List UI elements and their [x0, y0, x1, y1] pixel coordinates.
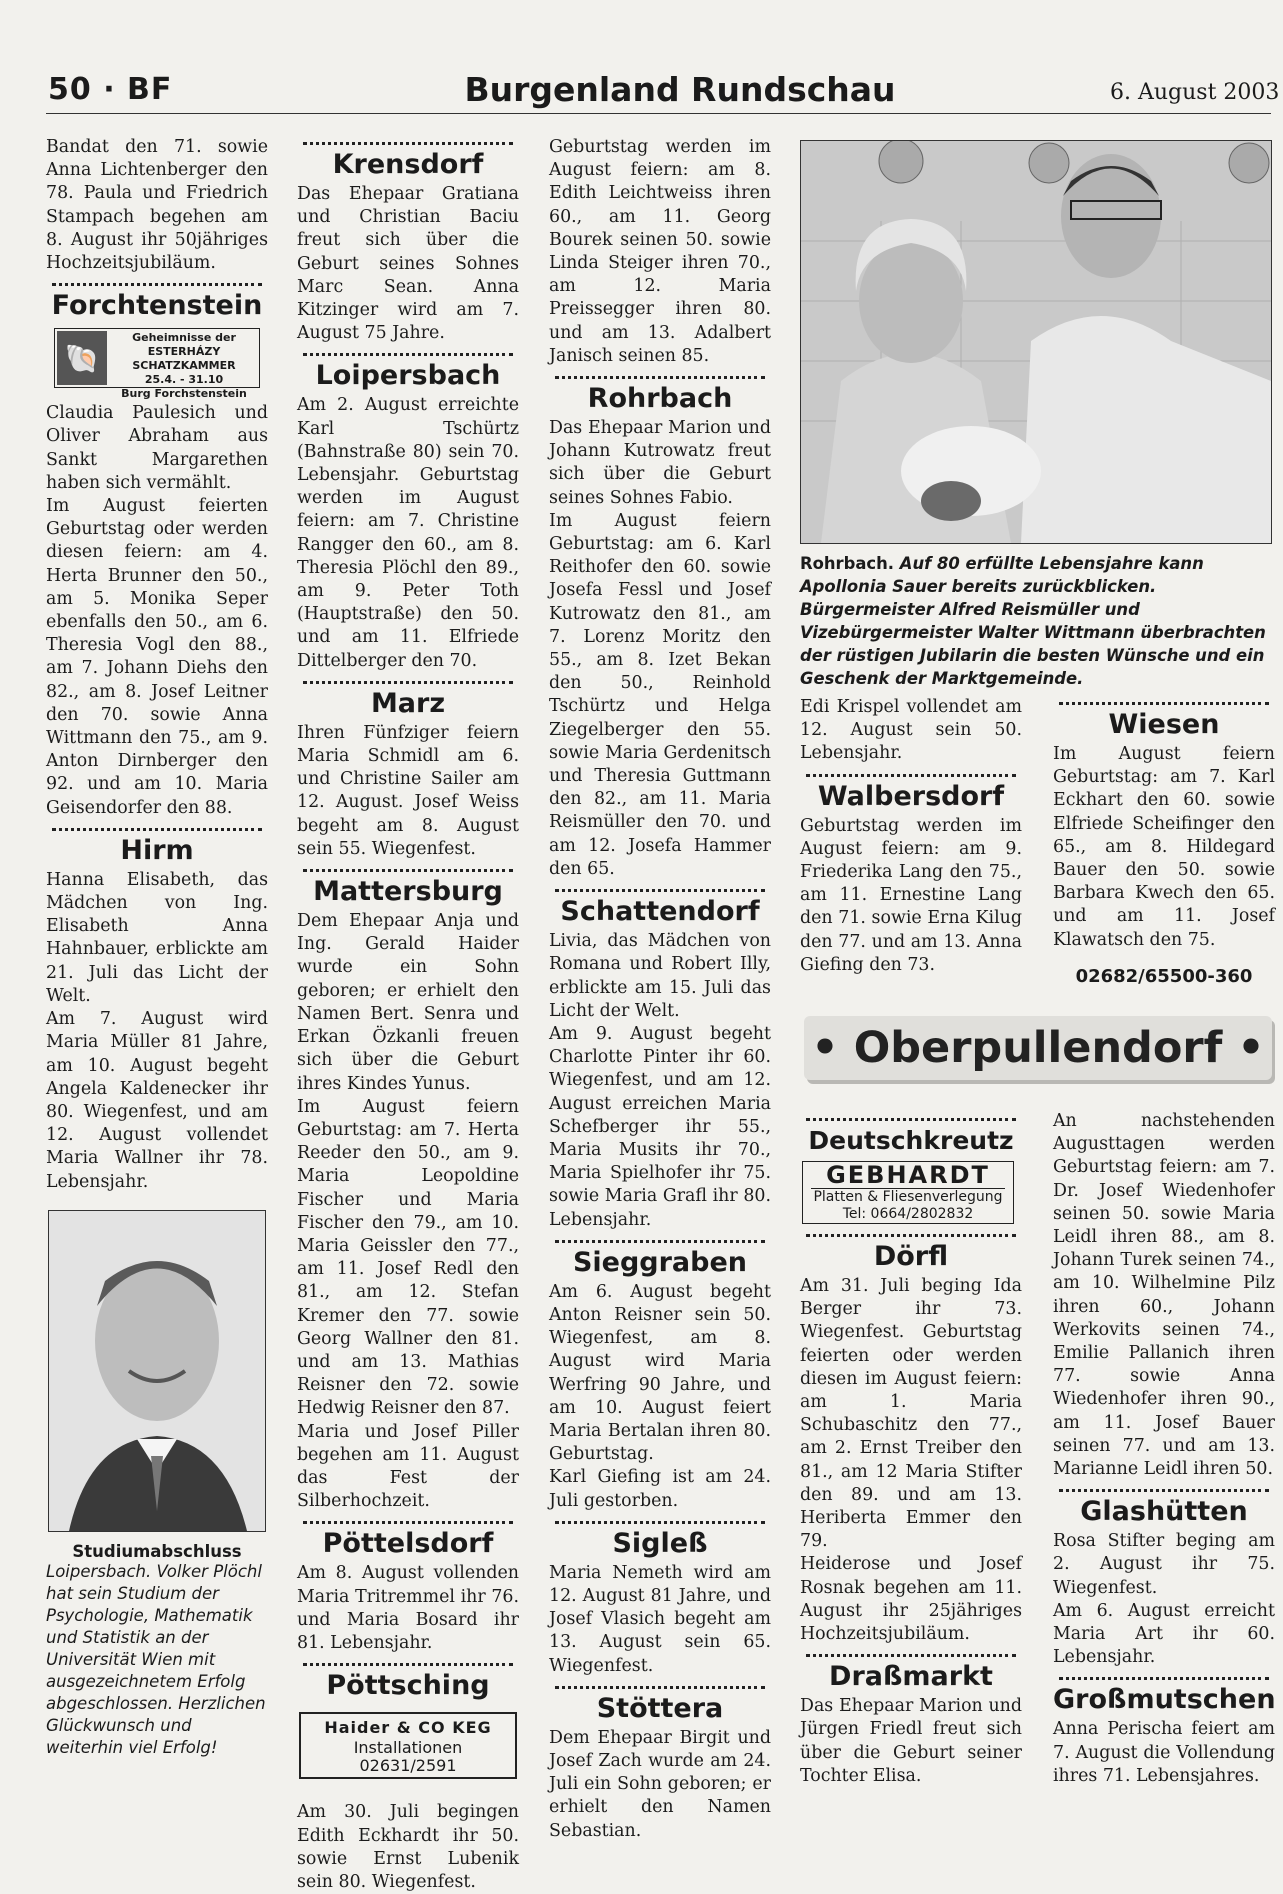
schatzkammer-ad: [54, 328, 260, 401]
article-text: Am 2. August erreichte Karl Tschürtz (Bahnstraße 80) sein 70. Lebensjahr. Geburtstag werden im August feiern: am 7. Christine Rangger den 60., am 8. Theresia Plöchl den 89., am 9. Peter Toth (Hauptstraße) den 50. und am 11. Elfriede Dittelberger den 70.: [297, 395, 519, 671]
gebhardt-ad: [802, 1161, 1014, 1224]
separator: [806, 774, 1016, 777]
article-text: Dem Ehepaar Anja und Ing. Gerald Haider wurde ein Sohn geboren; er erhielt den Namen Bert. Senra und Erkan Özkanli freuen sich über die Geburt ihres Kindes Yunus.: [297, 911, 519, 1094]
section-heading: Glashütten: [1080, 1496, 1248, 1528]
article-text: Am 31. Juli beging Ida Berger ihr 73. Wiegenfest. Geburtstag feierten oder werden diesen im August feiern: am 1. Maria Schubaschitz den 77., am 2. Ernst Treiber den 81., am 12 Maria Stifter den 89. und am 13. Heriberta Emmer den 79.: [800, 1276, 1022, 1552]
phone-number: 02682/65500-360: [1075, 965, 1253, 987]
separator: [303, 1663, 513, 1666]
article-text: Am 6. August begeht Anton Reisner sein 50. Wiegenfest, am 8. August wird Maria Werfring 90 Jahre, und am 10. August feiert Maria Bertalan ihren 80. Geburtstag.: [549, 1281, 771, 1465]
ad-line: Burg Forchstenstein: [121, 387, 247, 401]
ad-service: Platten & Fliesenverlegung: [813, 1189, 1003, 1205]
separator: [806, 1118, 1016, 1121]
haider-ad: [299, 1712, 517, 1779]
article-text: Das Ehepaar Marion und Johann Kutrowatz freut sich über die Geburt seines Sohnes Fabio.: [549, 418, 771, 508]
column-3: [549, 136, 771, 1843]
separator: [555, 1521, 765, 1524]
section-heading: Draßmarkt: [829, 1661, 993, 1693]
article-text: Am 7. August wird Maria Müller 81 Jahre, am 10. August begeht Angela Kaldenecker ihr 80. Wiegenfest, und am 12. August vollendet Maria Wallner ihr 78. Lebensjahr.: [46, 1009, 268, 1192]
column-5: [1053, 696, 1275, 987]
section-heading: Krensdorf: [332, 149, 484, 180]
separator: [555, 376, 765, 379]
section-heading: Großmutschen: [1053, 1684, 1276, 1716]
column-5-lower: [1053, 1110, 1275, 1788]
caption-lead: Rohrbach.: [800, 554, 895, 573]
article-text: Am 6. August erreicht Maria Art ihr 60. Lebensjahr.: [1053, 1600, 1275, 1668]
section-heading: Mattersburg: [313, 876, 503, 908]
separator: [555, 1240, 765, 1243]
article-text: Am 8. August vollenden Maria Tritremmel ihr 76. und Maria Bosard ihr 81. Lebensjahr.: [297, 1563, 519, 1653]
article-text: Ihren Fünfziger feiern Maria Schmidl am 6. und Christine Sailer am 12. August. Josef Weiss begeht am 8. August sein 55. Wiegenfest.: [297, 722, 519, 859]
ad-phone: 02631/2591: [359, 1756, 457, 1776]
section-heading: Stöttera: [596, 1692, 724, 1724]
issue-date: 6. August 2003: [1110, 80, 1280, 105]
article-text: Livia, das Mädchen von Romana und Robert Illy, erblickte am 15. Juli das Licht der Welt.: [549, 931, 771, 1021]
section-heading: Deutschkreutz: [808, 1126, 1014, 1155]
region-banner: • Oberpullendorf •: [804, 1016, 1272, 1080]
section-heading: Dörfl: [873, 1241, 949, 1272]
column-4-lower: [800, 1110, 1022, 1788]
article-text: Edi Krispel vollendet am 12. August sein 50. Lebensjahr.: [800, 697, 1022, 764]
separator: [303, 142, 513, 145]
article-text: Maria und Josef Piller begehen am 11. August das Fest der Silberhochzeit.: [297, 1421, 519, 1512]
section-heading: Marz: [370, 687, 446, 719]
caption-text: Auf 80 erfüllte Lebensjahre kann Apollonia Sauer bereits zurückblicken. Bürgermeister Alfred Reismüller und Vizebürgermeister Walter Wittmann überbrachten der rüstigen Jubilarin die besten Wünsche und ein Geschenk der Marktgemeinde.: [800, 554, 1266, 688]
caption-heading: Studiumabschluss: [72, 1541, 242, 1561]
article-text: Am 9. August begeht Charlotte Pinter ihr 60. Wiegenfest, und am 12. August erreichen Maria Schefberger ihr 55., Maria Musits ihr 70., Maria Spielhofer ihr 75. sowie Maria Grafl ihr 80. Lebensjahr.: [549, 1023, 771, 1230]
portrait-illustration: [49, 1211, 266, 1531]
article-text: Im August feiern Geburtstag: am 7. Herta Reeder den 50., am 9. Maria Leopoldine Fischer und Maria Fischer den 79., am 10. Maria Geissler den 77., am 11. Josef Redl den 81., am 12. Stefan Kremer den 77. sowie Georg Wallner den 81. und am 13. Mathias Reisner den 72. sowie Hedwig Reisner den 87.: [297, 1096, 519, 1419]
jubilee-photo: [800, 140, 1272, 544]
ad-line: 25.4. - 31.10: [144, 373, 224, 387]
section-heading: Loipersbach: [315, 360, 501, 392]
section-heading: Pöttsching: [326, 1670, 490, 1702]
photo-caption: Loipersbach. Volker Plöchl hat sein Studium der Psychologie, Mathematik und Statistik an der Universität Wien mit ausgezeichnetem Erfolg abgeschlossen. Herzlichen Glückwunsch und weiterhin viel Erfolg!: [46, 1561, 266, 1757]
article-text: Karl Giefing ist am 24. Juli gestorben.: [549, 1467, 771, 1511]
section-heading: Sigleß: [612, 1527, 708, 1559]
separator: [303, 353, 513, 356]
jubilee-illustration: [801, 141, 1271, 543]
separator: [806, 1654, 1016, 1657]
header-rule: [46, 113, 1271, 114]
page-number: 50 · BF: [48, 72, 173, 107]
article-text: Maria Nemeth wird am 12. August 81 Jahre, und Josef Vlasich begeht am 13. August sein 65. Wiegenfest.: [549, 1562, 771, 1676]
article-text: Bandat den 71. sowie Anna Lichtenberger den 78. Paula und Friedrich Stampach begehen am 8. August ihr 50jähriges Hochzeitsjubiläum.: [46, 137, 268, 274]
article-text: Am 30. Juli begingen Edith Eckhardt ihr 50. sowie Ernst Lubenik sein 80. Wiegenfest.: [297, 1802, 519, 1892]
section-heading: Hirm: [120, 834, 194, 866]
ad-text: [109, 329, 259, 401]
article-text: Im August feierten Geburtstag oder werden diesen feiern: am 4. Herta Brunner den 50., am 5. Monika Seper ebenfalls den 50., am 6. Theresia Vogl den 88., am 7. Johann Diehs den 82., am 8. Josef Leitner den 70. sowie Anna Wittmann den 75., am 9. Anton Dirnberger den 92. und am 10. Maria Geisendorfer den 88.: [46, 496, 268, 818]
column-4: [800, 696, 1022, 977]
section-heading: Walbersdorf: [817, 780, 1005, 812]
separator: [52, 828, 262, 831]
article-text: Das Ehepaar Marion und Jürgen Friedl freut sich über die Geburt seiner Tochter Elisa.: [800, 1696, 1022, 1786]
section-heading: Forchtenstein: [51, 290, 263, 322]
separator: [303, 1521, 513, 1524]
ad-phone: Tel: 0664/2802832: [842, 1206, 974, 1222]
article-text: Dem Ehepaar Birgit und Josef Zach wurde am 24. Juli ein Sohn geboren; er erhielt den Namen Sebastian.: [549, 1727, 771, 1841]
separator: [555, 1686, 765, 1689]
article-text: Heiderose und Josef Rosnak begehen am 11. August ihr 25jähriges Hochzeitsjubiläum.: [800, 1554, 1022, 1645]
separator: [555, 889, 765, 892]
article-text: Claudia Paulesich und Oliver Abraham aus Sankt Margarethen haben sich vermählt.: [46, 403, 268, 493]
article-text: Das Ehepaar Gratiana und Christian Baciu freut sich über die Geburt seines Sohnes Marc Sean. Anna Kitzinger wird am 7. August 75 Jahre.: [297, 184, 519, 344]
ad-company: Haider & CO KEG: [324, 1718, 492, 1738]
shell-icon: 🐚: [57, 331, 107, 385]
separator: [303, 681, 513, 684]
article-text: Rosa Stifter beging am 2. August ihr 75. Wiegenfest.: [1053, 1531, 1275, 1598]
separator: [303, 869, 513, 872]
separator: [1059, 702, 1269, 705]
article-text: Im August feiern Geburtstag: am 6. Karl Reithofer den 60. sowie Josefa Fessl und Josef Kutrowatz den 81., am 7. Lorenz Moritz den 55., am 8. Izet Bekan den 50., Reinhold Tschürtz und Helga Ziegelberger den 55. sowie Maria Gerdenitsch und Theresia Guttmann den 82., am 11. Maria Reismüller den 70. und am 12. Josefa Hammer den 65.: [549, 510, 771, 879]
article-text: Im August feiern Geburtstag: am 7. Karl Eckhart den 60. sowie Elfriede Scheifinger den 65., am 8. Hildegard Bauer den 50. sowie Barbara Kwech den 65. und am 11. Josef Klawatsch den 75.: [1053, 744, 1275, 950]
article-text: Geburtstag werden im August feiern: am 8. Edith Leichtweiss ihren 60., am 11. Georg Bourek seinen 50. sowie Linda Steiger ihren 70., am 12. Maria Preissegger ihren 80. und am 13. Adalbert Janisch seinen 85.: [549, 137, 771, 366]
section-heading: Sieggraben: [572, 1246, 748, 1278]
section-heading: Pöttelsdorf: [322, 1528, 494, 1560]
ad-company: GEBHARDT: [811, 1162, 1005, 1189]
section-heading: Wiesen: [1108, 709, 1220, 740]
article-text: Geburtstag werden im August feiern: am 9. Friederika Lang den 75., am 11. Ernestine Lang den 71. sowie Erna Kilug den 77. und am 13. Anna Giefing den 73.: [800, 815, 1022, 975]
column-1: [46, 136, 268, 1759]
article-text: Hanna Elisabeth, das Mädchen von Ing. Elisabeth Anna Hahnbauer, erblickte am 21. Juli das Licht der Welt.: [46, 869, 268, 1006]
ad-service: Installationen: [353, 1738, 463, 1758]
section-heading: Schattendorf: [560, 896, 760, 928]
portrait-photo: [48, 1210, 266, 1532]
separator: [1059, 1489, 1269, 1492]
separator: [52, 283, 262, 286]
separator: [806, 1234, 1016, 1237]
article-text: Anna Perischa feiert am 7. August die Vollendung ihres 71. Lebensjahres.: [1053, 1719, 1275, 1786]
article-text: An nachstehenden Augusttagen werden Geburtstag feiern: am 7. Dr. Josef Wiedenhofer seinen 50. sowie Maria Leidl ihren 88., am 8. Johann Turek seinen 74., am 10. Wilhelmine Pilz ihren 60., Johann Werkovits seinen 74., Emilie Pallanich ihren 77. sowie Anna Wiedenhofer ihren 90., am 11. Josef Bauer seinen 77. und am 13. Marianne Leidl ihren 50.: [1053, 1111, 1275, 1480]
separator: [1059, 1677, 1269, 1680]
jubilee-caption: [800, 552, 1276, 690]
section-heading: Rohrbach: [587, 383, 733, 415]
column-2: [297, 136, 519, 1894]
ad-line: Geheimnisse der: [132, 331, 236, 345]
ad-line: ESTERHÁZY SCHATZKAMMER: [132, 345, 236, 373]
newspaper-title: Burgenland Rundschau: [464, 70, 896, 109]
